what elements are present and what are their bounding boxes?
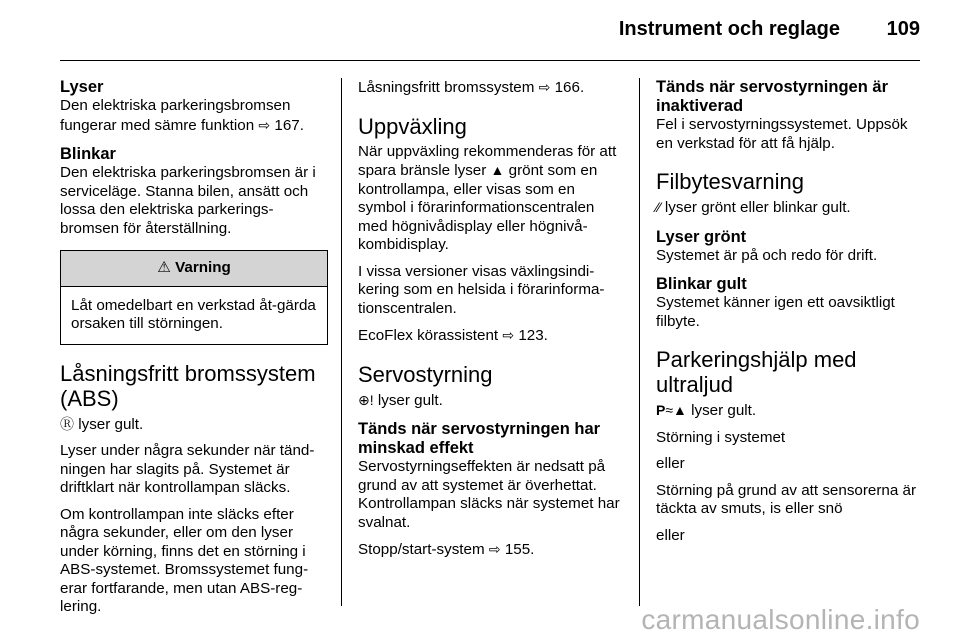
arrow-ref-icon: ⇨ xyxy=(502,327,515,343)
arrow-ref-icon: ⇨ xyxy=(538,79,551,95)
column-divider xyxy=(639,78,640,606)
abs-paragraph-2: Om kontrollampan inte släcks efter några sekunder, eller om den lyser under körning, finns det en störning i ABS-systemet. Bromssystemet fung-erar fortfarande, men utan ABS-reg-lering. xyxy=(60,505,309,615)
page-ref-link[interactable]: 166. xyxy=(554,79,585,96)
page-ref-link[interactable]: 155. xyxy=(504,541,535,558)
section-heading-uppvaxling: Uppväxling xyxy=(358,113,467,139)
park-paragraph-2: eller xyxy=(656,455,685,472)
warning-triangle-icon: ⚠ xyxy=(157,259,171,276)
watermark: carmanualsonline.info xyxy=(641,604,920,635)
abs-warning-lamp-icon: Ⓡ xyxy=(60,415,74,432)
park-paragraph-4: eller xyxy=(656,526,685,544)
stopstart-reference: Stopp/start-system ⇨ 155. xyxy=(358,541,535,558)
column-2 xyxy=(358,78,626,568)
uppvaxling-paragraph-2: I vissa versioner visas växlingsindi-kering som en helsida i förarinforma-tionscentralen. xyxy=(358,262,605,317)
section-heading-blinkar-gult: Blinkar gult xyxy=(656,275,747,293)
section-heading-servo-inactive: Tänds när servostyrningen är inaktiverad xyxy=(656,78,888,115)
page-number: 109 xyxy=(886,18,920,40)
section-heading-parkeringshjalp: Parkeringshjälp med ultraljud xyxy=(656,347,857,397)
uppvaxling-paragraph-1: När uppväxling rekommenderas för att spara bränsle lyser ▲ grönt som en kontrollampa, eller visas som en symbol i förarinformationscentralen med högnivådisplay eller högnivå-kombidisplay. xyxy=(358,142,617,253)
section-heading-lyser-gront: Lyser grönt xyxy=(656,227,747,246)
warning-text: Låt omedelbart en verkstad åt-gärda orsaken till störningen. xyxy=(71,296,316,332)
arrow-ref-icon: ⇨ xyxy=(258,116,271,133)
page-title: Instrument och reglage xyxy=(618,18,840,40)
column-3 xyxy=(656,78,924,553)
parking-sensor-icon: P≈▲ xyxy=(656,402,687,418)
filbyte-indicator-line: ⁄⁄ lyser grönt eller blinkar gult. xyxy=(656,199,851,216)
page-ref-link[interactable]: 167. xyxy=(274,116,304,134)
servo-indicator-line: ⊕! lyser gult. xyxy=(358,391,443,409)
servo-reduced-text: Servostyrningseffekten är nedsatt på grund av att systemet är överhettat. Kontrollampan släcks när systemet har svalnat. xyxy=(358,458,620,531)
park-paragraph-3: Störning på grund av att sensorerna är täckta av smuts, is eller snö xyxy=(656,481,917,517)
ecoflex-reference: EcoFlex körassistent ⇨ 123. xyxy=(358,327,548,344)
section-heading-lyser: Lyser xyxy=(60,78,104,96)
section-heading-blinkar: Blinkar xyxy=(60,145,116,163)
blinkar-gult-text: Systemet känner igen ett oavsiktligt filbyte. xyxy=(656,294,895,330)
column-1 xyxy=(60,78,328,625)
warning-box xyxy=(60,250,328,345)
servo-inactive-text: Fel i servostyrningssystemet. Uppsök en verkstad för att få hjälp. xyxy=(656,116,908,152)
lane-departure-icon: ⁄⁄ xyxy=(656,199,661,215)
section-heading-filbytesvarning: Filbytesvarning xyxy=(656,169,804,194)
lyser-gront-text: Systemet är på och redo för drift. xyxy=(656,246,878,264)
column-divider xyxy=(341,78,342,606)
arrow-ref-icon: ⇨ xyxy=(488,541,501,557)
section-heading-servo-reduced: Tänds när servostyrningen har minskad effekt xyxy=(358,420,601,457)
abs-reference: Låsningsfritt bromssystem ⇨ 166. xyxy=(358,79,585,96)
section-heading-servostyrning: Servostyrning xyxy=(358,361,493,387)
park-paragraph-1: Störning i systemet xyxy=(656,428,786,446)
section-heading-abs: Låsningsfritt bromssystem (ABS) xyxy=(60,360,316,411)
header-divider xyxy=(60,60,920,61)
warning-header: ⚠ Varning xyxy=(61,251,327,287)
lyser-text: Den elektriska parkeringsbromsen fungerar med sämre funktion ⇨ 167. xyxy=(60,97,304,134)
park-indicator-line: P≈▲ lyser gult. xyxy=(656,402,757,419)
page-ref-link[interactable]: 123. xyxy=(518,327,548,344)
blinkar-text: Den elektriska parkeringsbromsen är i serviceläge. Stanna bilen, ansätt och lossa den elektriska parkerings-bromsen för återställning. xyxy=(60,164,316,237)
abs-indicator-line: Ⓡ lyser gult. xyxy=(60,415,144,433)
steering-wheel-warning-icon: ⊕! xyxy=(358,391,374,408)
abs-paragraph-1: Lyser under några sekunder när tänd-ningen har slagits på. Systemet är driftklart när kontrollampan släcks. xyxy=(60,442,315,496)
upshift-arrow-icon: ▲ xyxy=(490,162,505,178)
